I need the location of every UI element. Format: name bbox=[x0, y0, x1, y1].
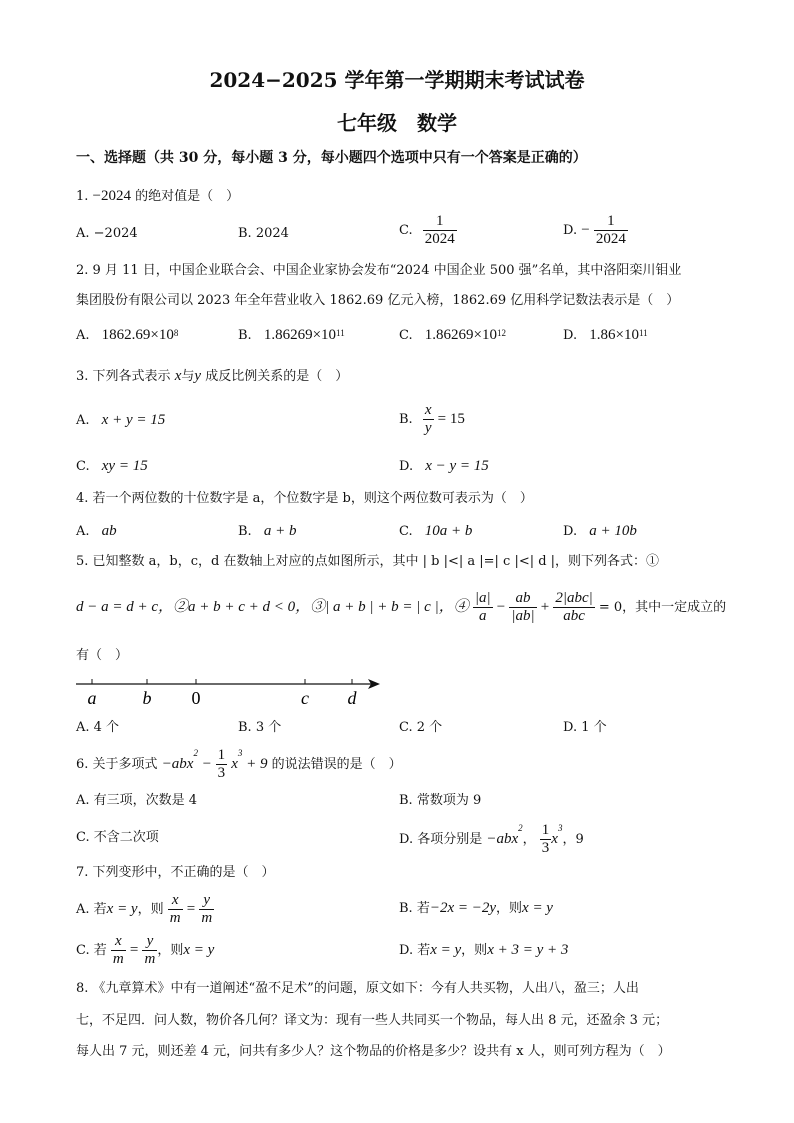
option-label: A. bbox=[76, 524, 90, 539]
fraction bbox=[423, 402, 434, 437]
math-expression: 1862.69×10 bbox=[101, 327, 174, 343]
q6-option-b: B. 常数项为 9 bbox=[399, 793, 482, 808]
q3-option-c bbox=[76, 458, 148, 475]
question-number: 1. bbox=[76, 189, 89, 204]
exponent: 11 bbox=[336, 328, 345, 338]
math-expression: x + y = 15 bbox=[101, 412, 166, 428]
page-subtitle: 七年级 数学 bbox=[337, 111, 457, 135]
math-expression: −2024 bbox=[92, 188, 132, 204]
label-a: a bbox=[87, 688, 97, 708]
math-expression: = 15 bbox=[437, 411, 465, 427]
math-expression: x bbox=[551, 831, 558, 847]
question-7: 7. 下列变形中，不正确的是（ ） bbox=[76, 865, 275, 880]
operator: − bbox=[197, 756, 216, 772]
operator: + bbox=[540, 599, 550, 615]
q1-option-a: A. −2024 bbox=[76, 226, 138, 241]
question-5-line-1: 5. 已知整数 a，b，c，d 在数轴上对应的点如图所示，其中 | b |<| a |=| c |<| d |，则下列各式：① bbox=[76, 554, 660, 569]
fraction bbox=[509, 590, 536, 625]
denominator: 2024 bbox=[595, 231, 626, 247]
option-text: ，9 bbox=[562, 832, 584, 847]
numerator: |a| bbox=[474, 590, 491, 606]
q5-option-b: B. 3 个 bbox=[238, 720, 282, 735]
q1-option-c bbox=[399, 213, 457, 248]
numerator: 1 bbox=[423, 213, 457, 231]
q3-option-b bbox=[399, 402, 465, 437]
q4-option-b bbox=[238, 523, 296, 540]
question-1 bbox=[76, 188, 239, 205]
option-label: D. bbox=[563, 223, 578, 238]
q5-option-c: C. 2 个 bbox=[399, 720, 443, 735]
q2-option-c bbox=[399, 327, 506, 344]
q5-option-d: D. 1 个 bbox=[563, 720, 607, 735]
denominator: y bbox=[424, 420, 432, 436]
question-stem: 成反比例关系的是（ ） bbox=[205, 369, 349, 384]
fraction bbox=[423, 213, 457, 248]
question-stem: = 0，其中一定成立的 bbox=[598, 600, 727, 615]
option-label: B. bbox=[399, 412, 413, 427]
math-expression: ab bbox=[101, 523, 117, 539]
option-label: D. bbox=[563, 524, 578, 539]
exponent: 3 bbox=[237, 748, 243, 758]
numerator: y bbox=[142, 933, 157, 951]
fraction bbox=[168, 892, 183, 927]
option-text: D. 各项分别是 bbox=[399, 832, 483, 847]
exponent: 3 bbox=[557, 823, 563, 833]
denominator: m bbox=[112, 951, 124, 967]
label-c: c bbox=[301, 688, 309, 708]
math-expression: + 9 bbox=[242, 756, 268, 772]
question-8-line-1: 8. 《九章算术》中有一道阐述“盈不足术”的问题，原文如下：今有人共买物，人出八，盈三；人出 bbox=[76, 981, 639, 996]
numerator: x bbox=[168, 892, 183, 910]
denominator: |ab| bbox=[511, 608, 535, 624]
q6-option-a: A. 有三项，次数是 4 bbox=[76, 793, 198, 808]
question-stem: 3. 下列各式表示 bbox=[76, 369, 171, 384]
math-expression: −abx bbox=[486, 831, 519, 847]
math-expression: 1.86269×10 bbox=[424, 327, 497, 343]
math-expression: x = y bbox=[522, 900, 553, 916]
variable: y bbox=[194, 368, 202, 384]
option-text: ，则 bbox=[496, 901, 523, 916]
question-2-line-2: 集团股份有限公司以 2023 年全年营业收入 1862.69 亿元入榜，1862.69 亿用科学记数法表示是（ ） bbox=[76, 293, 680, 308]
math-expression: 1.86×10 bbox=[589, 327, 639, 343]
q3-option-a bbox=[76, 412, 165, 429]
option-label: C. bbox=[399, 328, 413, 343]
q4-option-c bbox=[399, 523, 472, 540]
exponent: 8 bbox=[173, 328, 179, 338]
numerator: x bbox=[424, 402, 432, 418]
math-expression: a + b bbox=[263, 523, 297, 539]
numerator: 1 bbox=[217, 747, 226, 763]
q2-option-b bbox=[238, 327, 345, 344]
q2-option-d bbox=[563, 327, 648, 344]
question-2-line-1: 2. 9 月 11 日，中国企业联合会、中国企业家协会发布“2024 中国企业 500 强”名单，其中洛阳栾川钼业 bbox=[76, 263, 682, 278]
denominator: 3 bbox=[541, 840, 550, 856]
q7-option-c: C. 若 $\frac{x}{m}$ = $\frac{y}{m}$ ，则x = y bbox=[76, 933, 215, 967]
option-label: B. bbox=[238, 328, 252, 343]
fraction bbox=[473, 590, 493, 625]
math-expression: x bbox=[231, 756, 238, 772]
math-expression: a + 10b bbox=[589, 523, 637, 539]
option-label: C. bbox=[76, 459, 90, 474]
math-expression: x − y = 15 bbox=[425, 458, 489, 474]
math-expression: −abx bbox=[161, 756, 194, 772]
section-heading: 一、选择题（共 30 分，每小题 3 分，每小题四个选项中只有一个答案是正确的） bbox=[76, 150, 587, 166]
exponent: 12 bbox=[496, 328, 506, 338]
label-b: b bbox=[142, 688, 152, 708]
q4-option-a bbox=[76, 523, 117, 540]
question-stem: 6. 关于多项式 bbox=[76, 757, 158, 772]
math-expression: x = y bbox=[430, 942, 462, 958]
fraction bbox=[216, 747, 228, 782]
q7-option-d bbox=[399, 942, 568, 959]
label-d: d bbox=[347, 688, 357, 708]
exponent: 11 bbox=[638, 328, 648, 338]
option-text: A. 若 bbox=[76, 902, 107, 917]
math-expression: 1.86269×10 bbox=[263, 327, 337, 343]
denominator: m bbox=[169, 910, 181, 926]
option-text: ，则 bbox=[137, 902, 164, 917]
q4-option-d bbox=[563, 523, 637, 540]
q6-option-d: D. 各项分别是 −abx$^2$， $\frac{1}{3}$ $x^3$，9 bbox=[399, 822, 584, 856]
exponent: 2 bbox=[193, 748, 198, 758]
number-line bbox=[70, 670, 390, 710]
math-expression: d − a = d + c，②a + b + c + d < 0，③| a + b | + b = | c |，④ bbox=[76, 599, 469, 615]
math-expression: 10a + b bbox=[424, 523, 473, 539]
exponent: 2 bbox=[518, 823, 523, 833]
option-text: C. 若 bbox=[76, 943, 107, 958]
label-0: 0 bbox=[191, 688, 201, 708]
question-3 bbox=[76, 368, 348, 385]
math-expression: −2x = −2y bbox=[429, 900, 497, 916]
option-label: C. bbox=[399, 223, 413, 238]
option-label: D. bbox=[399, 459, 414, 474]
numerator: ab bbox=[509, 590, 536, 608]
numerator: 1 bbox=[594, 213, 628, 231]
numerator: 1 bbox=[541, 822, 550, 838]
q6-option-c: C. 不含二次项 bbox=[76, 830, 159, 845]
question-5-line-2 bbox=[76, 590, 726, 625]
q1-option-d bbox=[563, 213, 628, 248]
question-5-line-3: 有（ ） bbox=[76, 648, 129, 663]
math-expression: x + 3 = y + 3 bbox=[487, 942, 569, 958]
option-text: ，则 bbox=[461, 943, 488, 958]
denominator: m bbox=[201, 910, 213, 926]
variable: x bbox=[174, 368, 182, 384]
option-label: B. bbox=[238, 524, 252, 539]
operator: − bbox=[496, 599, 506, 615]
denominator: a bbox=[478, 608, 487, 624]
question-4: 4. 若一个两位数的十位数字是 a，个位数字是 b，则这个两位数可表示为（ ） bbox=[76, 491, 533, 506]
math-expression: xy = 15 bbox=[101, 458, 148, 474]
q1-option-b: B. 2024 bbox=[238, 226, 289, 241]
fraction bbox=[594, 213, 628, 248]
fraction bbox=[540, 822, 552, 857]
option-label: D. bbox=[563, 328, 578, 343]
math-expression: x = y bbox=[106, 901, 138, 917]
math-expression: x = y bbox=[183, 942, 215, 958]
question-stem: 的说法错误的是（ ） bbox=[271, 757, 402, 772]
q7-option-a: A. 若x = y，则 $\frac{x}{m}$ = $\frac{y}{m}$ bbox=[76, 892, 213, 926]
denominator: m bbox=[144, 951, 156, 967]
page-title: 2024−2025 学年第一学期期末考试试卷 bbox=[209, 68, 585, 92]
fraction bbox=[142, 933, 157, 968]
option-text: B. 若 bbox=[399, 901, 430, 916]
q7-option-b bbox=[399, 900, 553, 917]
question-6 bbox=[76, 747, 402, 782]
q5-option-a: A. 4 个 bbox=[76, 720, 120, 735]
numerator: y bbox=[199, 892, 214, 910]
option-label: A. bbox=[76, 328, 90, 343]
fraction bbox=[553, 590, 594, 625]
q2-option-a bbox=[76, 327, 178, 344]
question-stem: 与 bbox=[181, 369, 195, 384]
denominator: abc bbox=[563, 608, 585, 624]
denominator: 3 bbox=[217, 765, 226, 781]
q3-option-d bbox=[399, 458, 489, 475]
fraction bbox=[111, 933, 126, 968]
question-8-line-3: 每人出 7 元，则还差 4 元，问共有多少人？这个物品的价格是多少？设共有 x 人，则可列方程为（ ） bbox=[76, 1044, 671, 1059]
denominator: 2024 bbox=[424, 231, 455, 247]
question-8-line-2: 七，不足四．问人数，物价各几何？译文为：现有一些人共同买一个物品，每人出 8 元，还盈余 3 元； bbox=[76, 1013, 669, 1028]
option-label: C. bbox=[399, 524, 413, 539]
fraction bbox=[199, 892, 214, 927]
numerator: x bbox=[111, 933, 126, 951]
option-text: D. 若 bbox=[399, 943, 431, 958]
numerator: 2|abc| bbox=[555, 590, 593, 606]
minus-sign: − bbox=[581, 222, 590, 238]
option-label: A. bbox=[76, 413, 90, 428]
option-text: ，则 bbox=[157, 943, 184, 958]
question-stem: 的绝对值是（ ） bbox=[135, 189, 240, 204]
